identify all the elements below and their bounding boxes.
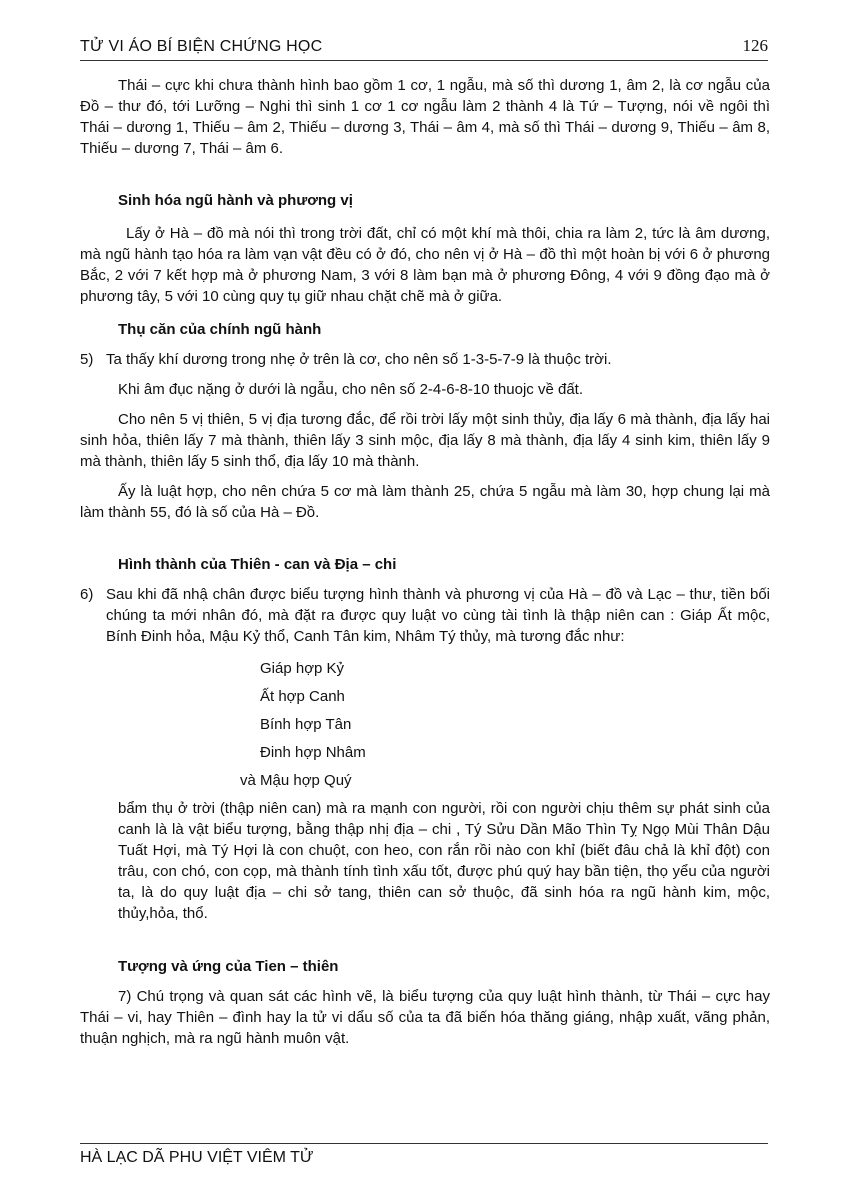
page-footer: [80, 1143, 768, 1166]
heading-thu-can: Thụ căn của chính ngũ hành: [118, 321, 322, 338]
list-item: và Mậu hợp Quý: [240, 772, 352, 789]
header-title: TỬ VI ÁO BÍ BIỆN CHỨNG HỌC: [80, 38, 323, 55]
item-number: 6): [80, 586, 94, 603]
paragraph-dia-chi: bẩm thụ ở trời (thập niên can) mà ra mạnh con người, rồi con người chịu thêm sự phát sinh của canh là là vật biểu tượng, bằng thập nhị địa – chi , Tý Sửu Dần Mão Thìn Tỵ Ngọ Mùi Thân Dậu Tuất Hợi, mà Tý Hợi là con chuột, con heo, con rắn rồi nào con khỉ (biết đâu chả là khỉ đột) con trâu, con chó, con cọp, mà thành tính tình xấu tốt, được phú quý hay bần tiện, thọ yểu của người ta, là do quy luật địa – chi sở tang, thiên can sở thuộc, đã sinh hóa ra ngũ hành kim, mộc, thủy,hỏa, thổ.: [118, 800, 770, 922]
numbered-item-5: [80, 349, 770, 370]
list-item: Ất hợp Canh: [260, 688, 345, 705]
paragraph-bieu-tuong: 7) Chú trọng và quan sát các hình vẽ, là biểu tượng của quy luật hình thành, từ Thái – cực hay Thái – vi, hay Thiên – đình hay la tử vi dẩu số của ta đã biến hóa thăng giáng, nhập xuất, vãng phản, thuận nghịch, mà ra ngũ hành muôn vật.: [80, 988, 770, 1047]
list-item: Đinh hợp Nhâm: [260, 744, 366, 761]
item-number: 5): [80, 351, 94, 368]
heading-tuong-ung: Tượng và ứng của Tien – thiên: [118, 958, 339, 975]
heading-thien-can: Hình thành của Thiên - can và Địa – chi: [118, 556, 397, 573]
paragraph-luat-hop: Ấy là luật hợp, cho nên chứa 5 cơ mà làm thành 25, chứa 5 ngẫu mà làm 30, hợp chung lại mà làm thành 55, đó là số của Hà – Đồ.: [80, 483, 770, 521]
list-item: Giáp hợp Kỷ: [260, 660, 345, 677]
heading-sinh-hoa: Sinh hóa ngũ hành và phương vị: [118, 192, 353, 209]
paragraph-khi-duong: Ta thấy khí dương trong nhẹ ở trên là cơ, cho nên số 1-3-5-7-9 là thuộc trời.: [106, 351, 612, 368]
page-number: 126: [742, 36, 768, 55]
paragraph-ngu-vi: Cho nên 5 vị thiên, 5 vị địa tương đắc, để rồi trời lấy một sinh thủy, địa lấy 6 mà thành, địa lấy hai sinh hỏa, thiên lấy 7 mà thành, thiên lấy 3 sinh mộc, địa lấy 8 mà thành, địa lấy 4 sinh kim, thiên lấy 9 mà thành, thiên lấy 5 sinh thổ, địa lấy 10 mà thành.: [80, 411, 770, 470]
numbered-item-6: [80, 584, 770, 647]
page-header: [80, 34, 768, 61]
footer-text: HÀ LẠC DÃ PHU VIỆT VIÊM TỬ: [80, 1149, 314, 1166]
paragraph-thai-cuc: Thái – cực khi chưa thành hình bao gồm 1 cơ, 1 ngẫu, mà số thì dương 1, âm 2, là cơ ngẫu của Đồ – thư đó, tới Lưỡng – Nghi thì sinh 1 cơ 1 cơ ngẫu làm 2 thành 4 là Tứ – Tượng, nói về ngôi thì Thái – dương 1, Thiếu – âm 2, Thiếu – dương 3, Thái – âm 4, mà số thì Thái – dương 9, Thiếu – âm 8, Thiếu – dương 7, Thái – âm 6.: [80, 77, 770, 157]
page-content: [80, 75, 770, 1049]
paragraph-thap-can: Sau khi đã nhậ chân được biểu tượng hình thành và phương vị của Hà – đồ và Lạc – thư, tiền bối chúng ta mới nhân đó, mà đặt ra được quy luật vo cùng tài tình là thập niên can : Giáp Ất mộc, Bính Đinh hỏa, Mậu Kỷ thổ, Canh Tân kim, Nhâm Tý thủy, mà tương đắc như:: [106, 586, 770, 645]
list-item: Bính hợp Tân: [260, 716, 352, 733]
paragraph-ha-do: Lấy ở Hà – đồ mà nói thì trong trời đất, chỉ có một khí mà thôi, chia ra làm 2, tức là âm dương, mà ngũ hành tạo hóa ra làm vạn vật đều có ở đó, cho nên vị ở Hà – đồ thì một hoàn bị với 6 ở phương Bắc, 2 với 7 kết hợp mà ở phương Nam, 3 với 8 làm bạn mà ở phương Đông, 4 với 9 đồng đạo mà ở phương tây, 5 với 10 cùng quy tụ giữ nhau chặt chẽ mà ở giữa.: [80, 225, 770, 305]
can-pairs-list: [80, 658, 770, 791]
paragraph-khi-am: Khi âm đục nặng ở dưới là ngẫu, cho nên số 2-4-6-8-10 thuojc về đất.: [118, 381, 583, 398]
